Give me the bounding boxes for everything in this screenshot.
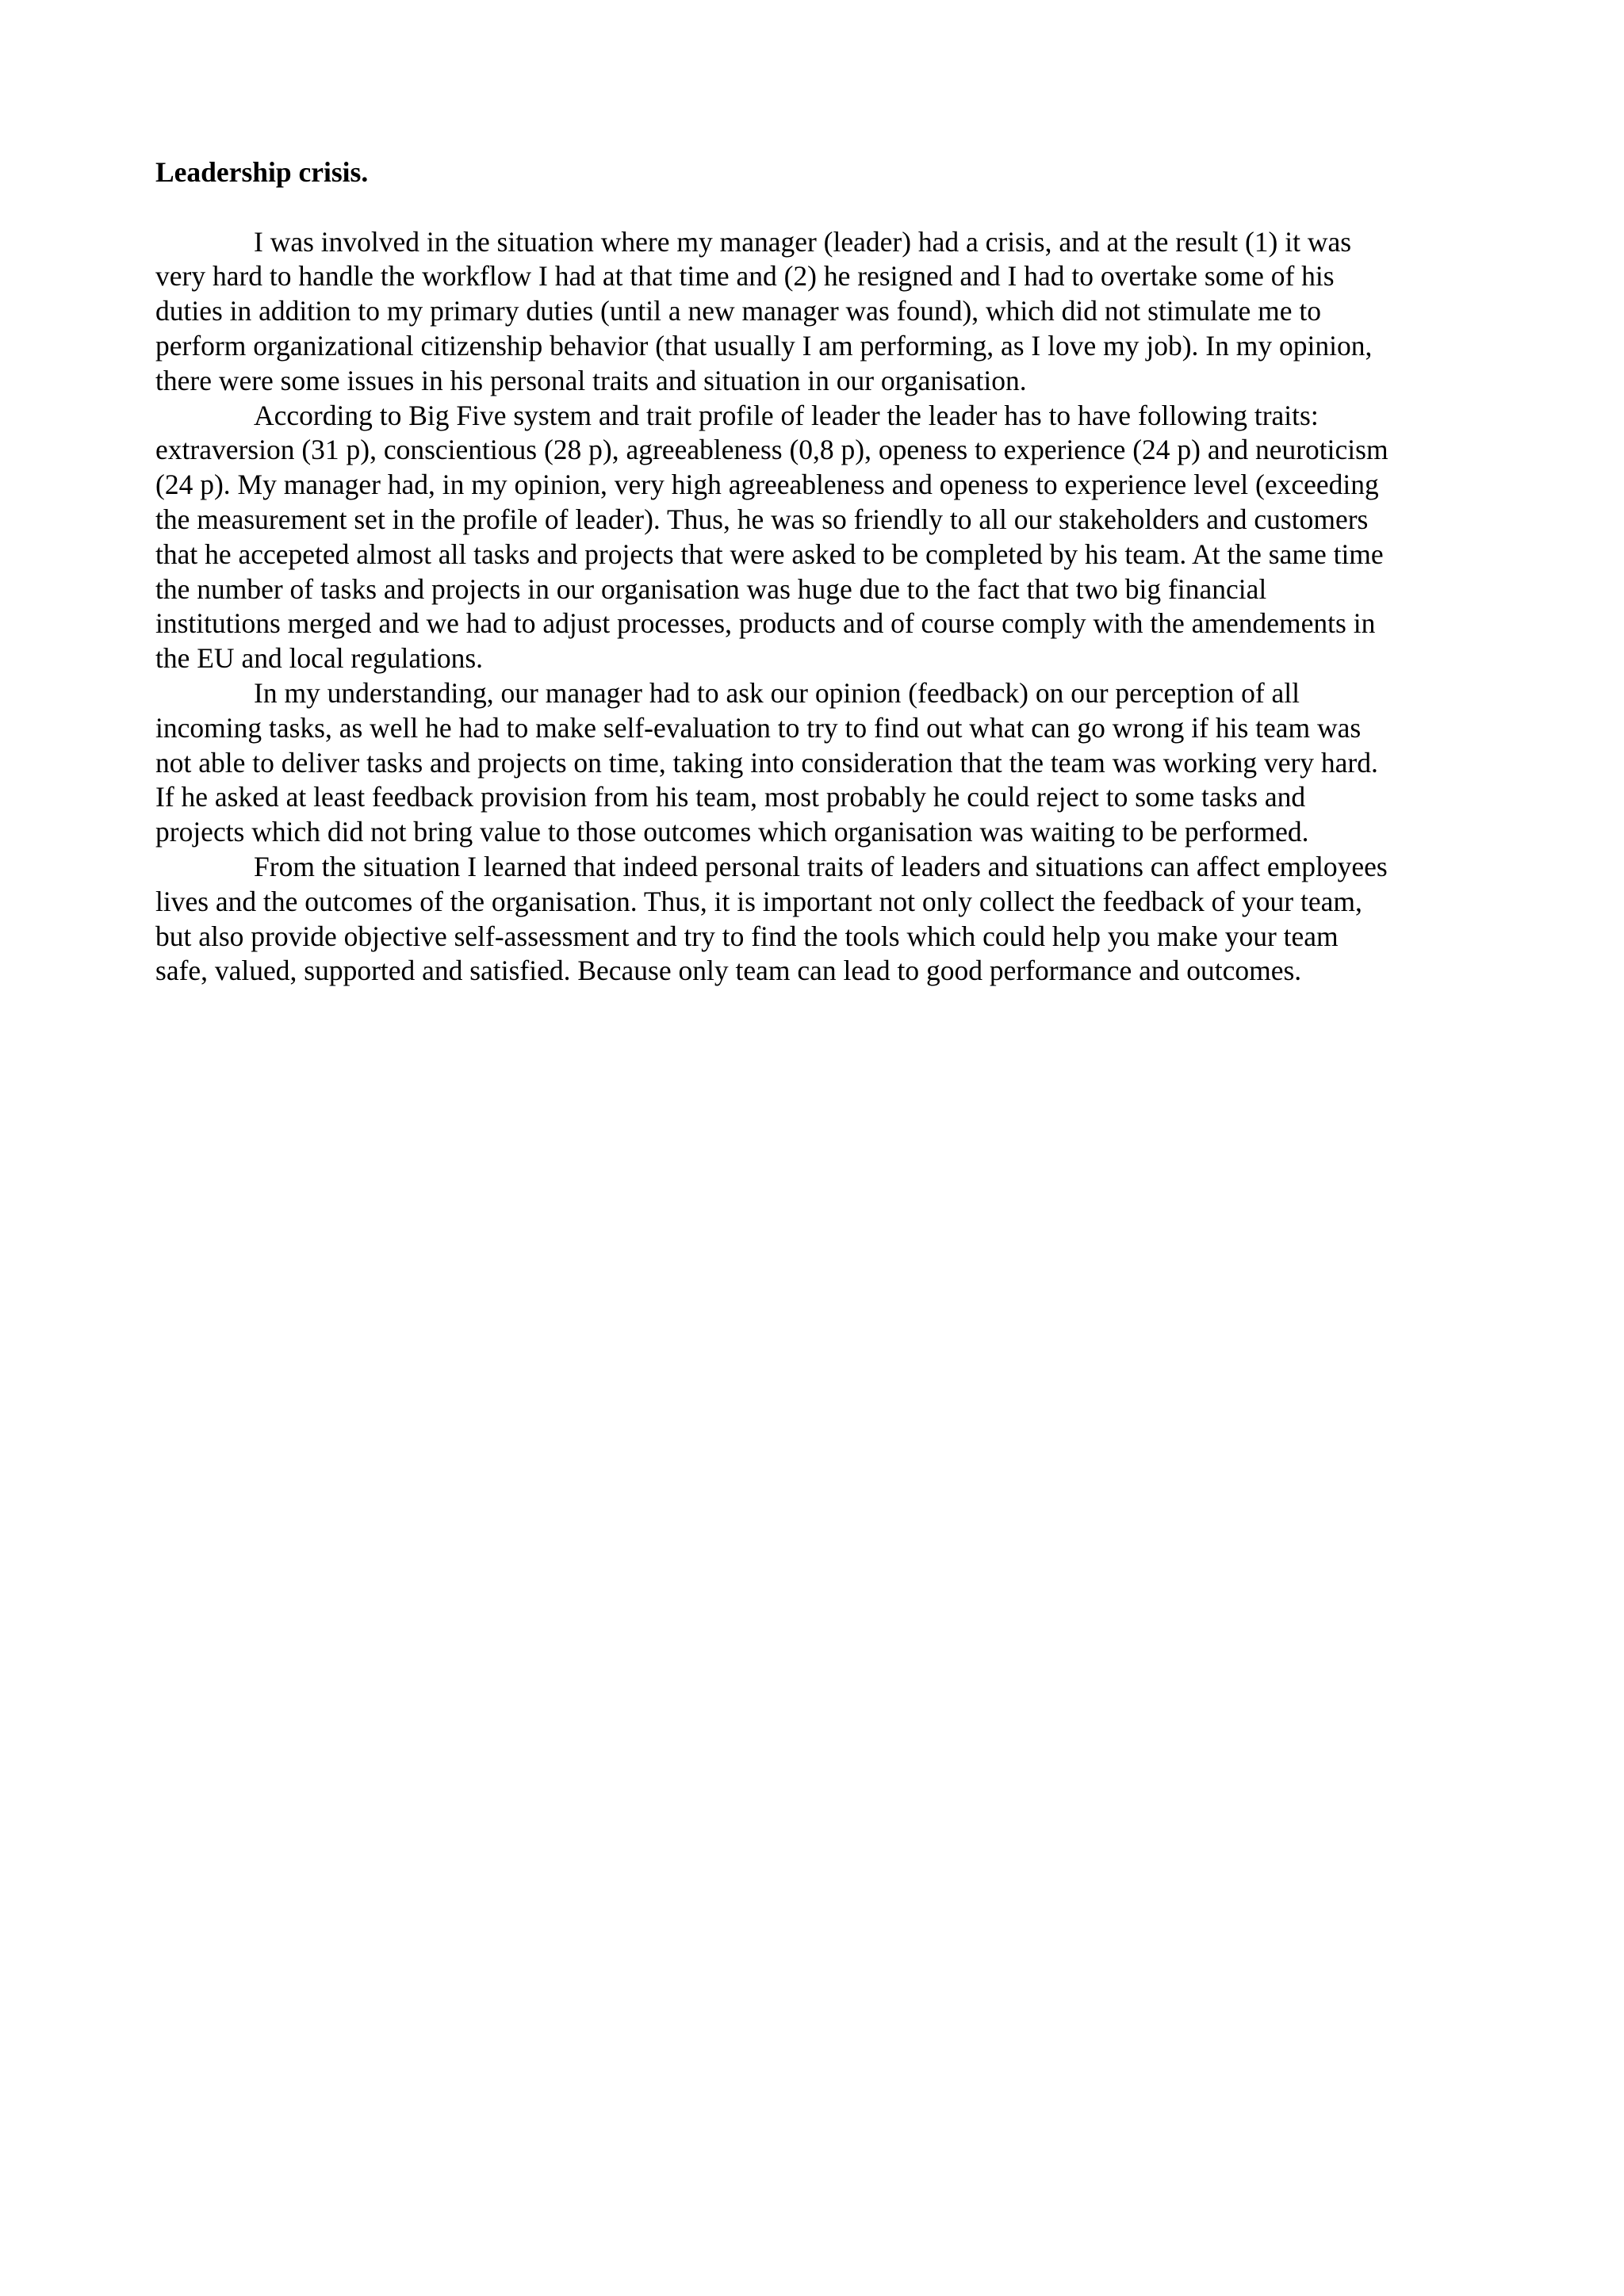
text-line: very hard to handle the workflow I had at that time and (2) he resigned and I had to overtake some of his: [155, 260, 1335, 293]
paragraph-1: [155, 225, 1496, 399]
text-line: that he accepeted almost all tasks and projects that were asked to be completed by his team. At the same time: [155, 538, 1384, 570]
text-line: I was involved in the situation where my manager (leader) had a crisis, and at the result (1) it was: [254, 225, 1352, 258]
paragraph-2: [155, 399, 1496, 676]
document-title: Leadership crisis.: [155, 156, 369, 188]
document-body: [155, 155, 1496, 989]
text-line: the number of tasks and projects in our organisation was huge due to the fact that two big financial: [155, 572, 1267, 605]
text-line: duties in addition to my primary duties (until a new manager was found), which did not stimulate me to: [155, 295, 1322, 327]
text-line: If he asked at least feedback provision from his team, most probably he could reject to some tasks and: [155, 781, 1306, 813]
text-line: there were some issues in his personal traits and situation in our organisation.: [155, 364, 1027, 396]
text-line: perform organizational citizenship behavior (that usually I am performing, as I love my job). In my opinion,: [155, 329, 1373, 362]
text-line: but also provide objective self-assessment and try to find the tools which could help you make your team: [155, 920, 1339, 952]
text-line: institutions merged and we had to adjust processes, products and of course comply with the amendements in: [155, 607, 1376, 640]
text-line: In my understanding, our manager had to ask our opinion (feedback) on our perception of all: [254, 676, 1300, 709]
text-line: not able to deliver tasks and projects on time, taking into consideration that the team was working very hard.: [155, 746, 1378, 779]
text-line: the EU and local regulations.: [155, 642, 484, 675]
text-line: From the situation I learned that indeed personal traits of leaders and situations can affect employees: [254, 850, 1388, 882]
text-line: safe, valued, supported and satisfied. Because only team can lead to good performance and outcomes.: [155, 955, 1302, 987]
paragraph-3: [155, 676, 1496, 850]
text-line: incoming tasks, as well he had to make self-evaluation to try to find out what can go wrong if his team was: [155, 711, 1362, 744]
text-line: (24 p). My manager had, in my opinion, very high agreeableness and openess to experience level (exceeding: [155, 469, 1379, 501]
text-line: extraversion (31 p), conscientious (28 p), agreeableness (0,8 p), openess to experience (24 p) and neuroticism: [155, 434, 1388, 466]
text-line: projects which did not bring value to those outcomes which organisation was waiting to be performed.: [155, 816, 1309, 848]
text-line: lives and the outcomes of the organisation. Thus, it is important not only collect the feedback of your team,: [155, 885, 1362, 917]
paragraph-4: [155, 850, 1496, 989]
text-line: the measurement set in the profile of leader). Thus, he was so friendly to all our stakeholders and customers: [155, 503, 1369, 535]
text-line: According to Big Five system and trait profile of leader the leader has to have following traits:: [254, 399, 1319, 431]
